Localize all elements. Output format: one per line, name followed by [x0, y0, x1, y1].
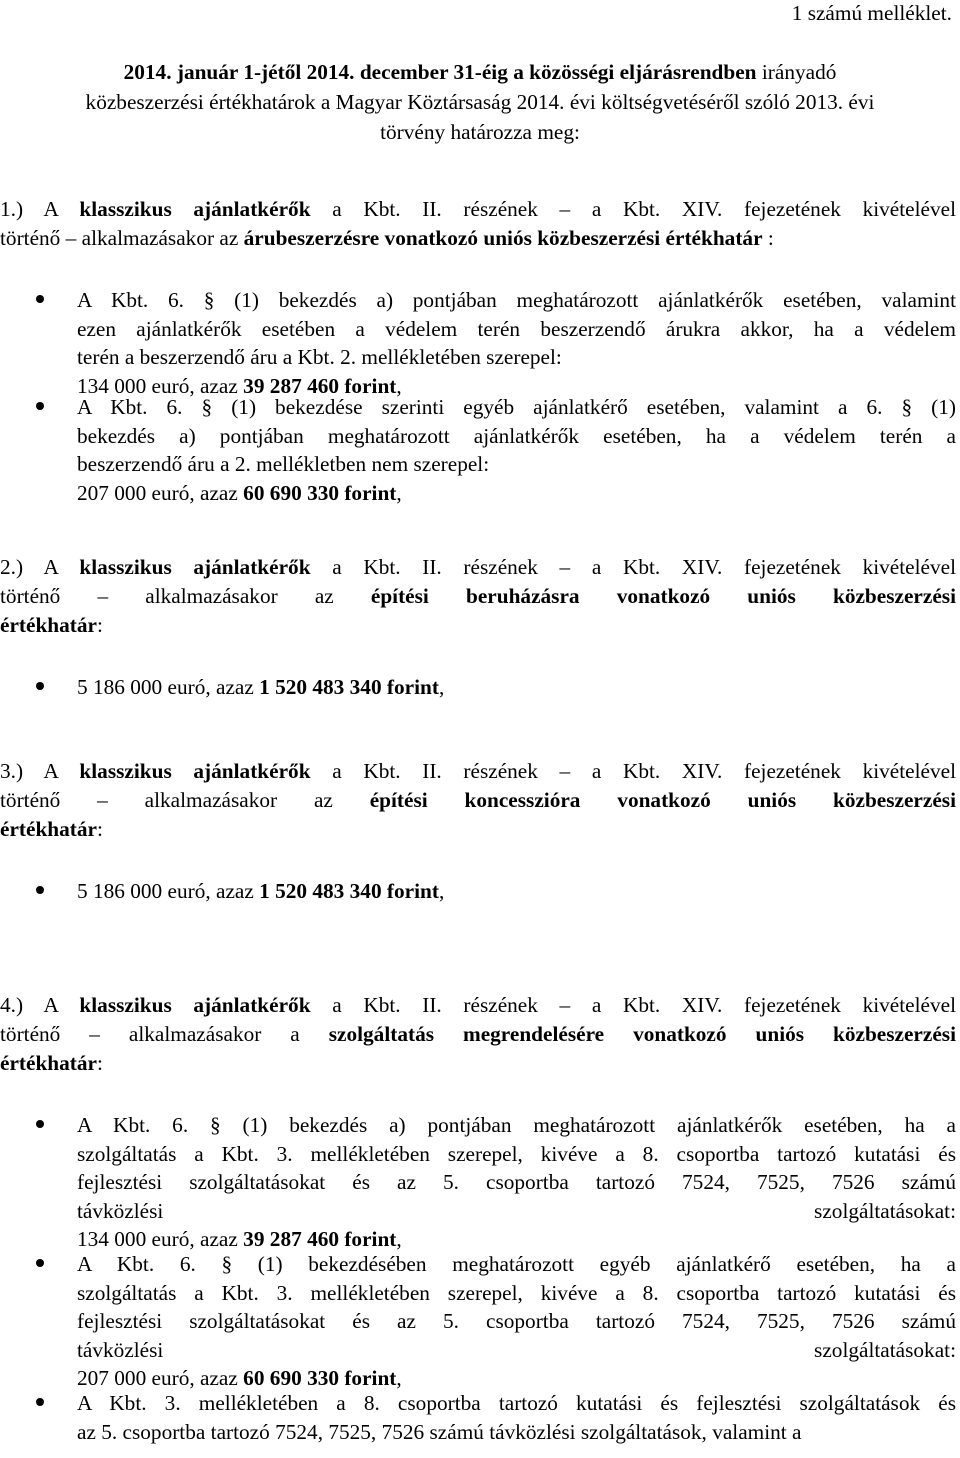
section-line: 1.) A klasszikus ajánlatkérők a Kbt. II. részének – a Kbt. XIV. fejezetének kivételével	[0, 197, 956, 221]
bold-text: 60 690 330 forint	[243, 480, 397, 505]
document-title	[0, 57, 960, 147]
bold-text: 60 690 330 forint	[243, 1366, 397, 1390]
bullet-line: 5 186 000 euró, azaz 1 520 483 340 forint,	[77, 675, 445, 699]
bold-text: klasszikus ajánlatkérők	[79, 555, 311, 579]
bullet-line: 207 000 euró, azaz 60 690 330 forint,	[77, 480, 402, 505]
bullet-line: A Kbt. 6. § (1) bekezdése szerinti egyéb ajánlatkérő esetében, valamint a 6. § (1)	[77, 395, 956, 419]
section-line: értékhatár:	[0, 817, 103, 841]
bullet-dot-icon	[36, 682, 44, 690]
bullet-line: 5 186 000 euró, azaz 1 520 483 340 forint,	[77, 879, 445, 903]
title-line-2: közbeszerzési értékhatárok a Magyar Köztársaság 2014. évi költségvetéséről szóló 2013. évi	[85, 90, 875, 114]
bold-text: klasszikus ajánlatkérők	[79, 993, 311, 1017]
section-line: 4.) A klasszikus ajánlatkérők a Kbt. II. részének – a Kbt. XIV. fejezetének kivételével	[0, 993, 956, 1017]
section-line: történő – alkalmazásakor az építési beruházásra vonatkozó uniós közbeszerzési	[0, 584, 956, 608]
bullet-line: terén a beszerzendő áru a Kbt. 2. mellékletében szerepel:	[77, 345, 562, 369]
section-line: értékhatár:	[0, 613, 103, 637]
bullet-dot-icon	[36, 1398, 44, 1406]
bullet-dot-icon	[36, 1120, 44, 1128]
bullet-line: fejlesztési szolgáltatásokat és az 5. csoportba tartozó 7524, 7525, 7526 számú	[77, 1309, 956, 1333]
bullet-line: ezen ajánlatkérők esetében a védelem terén beszerzendő árukra akkor, ha a védelem	[77, 316, 956, 341]
bold-text: klasszikus ajánlatkérők	[79, 759, 311, 783]
bullet-text	[77, 1111, 956, 1254]
bullet-line: az 5. csoportba tartozó 7524, 7525, 7526 számú távközlési szolgáltatások, valamint a	[77, 1419, 802, 1444]
bullet-dot-icon	[36, 295, 44, 303]
bold-text: klasszikus ajánlatkérők	[79, 197, 311, 221]
bullet-line: távközlési szolgáltatásokat:	[77, 1198, 956, 1223]
bullet-text	[77, 286, 956, 400]
bold-text: értékhatár	[0, 613, 97, 637]
section-heading-2	[0, 553, 956, 640]
bullet-line: A Kbt. 6. § (1) bekezdés a) pontjában meghatározott ajánlatkérők esetében, valamint	[77, 288, 956, 312]
section-line: történő – alkalmazásakor az árubeszerzésre vonatkozó uniós közbeszerzési értékhatár :	[0, 226, 774, 250]
bullet-line: fejlesztési szolgáltatásokat és az 5. csoportba tartozó 7524, 7525, 7526 számú	[77, 1170, 956, 1194]
bold-text: értékhatár	[0, 817, 97, 841]
bold-text: 1 520 483 340 forint	[259, 675, 439, 699]
bold-text: árubeszerzésre vonatkozó uniós közbeszerzési értékhatár	[243, 226, 763, 250]
bullet-text	[77, 877, 956, 906]
bold-text: 39 287 460 forint	[243, 1227, 397, 1251]
title-line-1: 2014. január 1-jétől 2014. december 31-éig a közösségi eljárásrendben irányadó	[123, 60, 837, 84]
bullet-dot-icon	[36, 886, 44, 894]
bullet-line: A Kbt. 6. § (1) bekezdésében meghatározott egyéb ajánlatkérő esetében, ha a	[77, 1252, 956, 1276]
bullet-dot-icon	[36, 402, 44, 410]
bold-text: építési beruházásra vonatkozó uniós közbeszerzési	[370, 584, 956, 608]
section-line: értékhatár:	[0, 1051, 103, 1075]
bold-text: 1 520 483 340 forint	[259, 879, 439, 903]
bold-text: építési koncesszióra vonatkozó uniós közbeszerzési	[369, 788, 956, 812]
section-line: 3.) A klasszikus ajánlatkérők a Kbt. II. részének – a Kbt. XIV. fejezetének kivételével	[0, 759, 956, 783]
section-heading-3	[0, 757, 956, 844]
section-line: történő – alkalmazásakor az építési koncesszióra vonatkozó uniós közbeszerzési	[0, 788, 956, 812]
bold-text: értékhatár	[0, 1051, 97, 1075]
bullet-line: A Kbt. 6. § (1) bekezdés a) pontjában meghatározott ajánlatkérők esetében, ha a	[77, 1113, 956, 1137]
bold-text: 39 287 460 forint	[243, 373, 397, 398]
title-line-3: törvény határozza meg:	[380, 120, 580, 144]
bullet-dot-icon	[36, 1259, 44, 1267]
bullet-line: 207 000 euró, azaz 60 690 330 forint,	[77, 1366, 402, 1390]
section-line: 2.) A klasszikus ajánlatkérők a Kbt. II. részének – a Kbt. XIV. fejezetének kivételével	[0, 555, 956, 579]
bullet-line: 134 000 euró, azaz 39 287 460 forint,	[77, 1227, 402, 1251]
bullet-line: 134 000 euró, azaz 39 287 460 forint,	[77, 373, 402, 398]
section-heading-4	[0, 991, 956, 1078]
bullet-line: beszerzendő áru a 2. mellékletben nem szerepel:	[77, 452, 490, 476]
section-heading-1	[0, 195, 956, 253]
bold-text: szolgáltatás megrendelésére vonatkozó uniós közbeszerzési	[328, 1022, 956, 1046]
bullet-text	[77, 1389, 956, 1446]
annex-label: 1 számú melléklet.	[791, 1, 952, 25]
bullet-line: bekezdés a) pontjában meghatározott ajánlatkérők esetében, ha a védelem terén a	[77, 423, 956, 448]
bullet-line: szolgáltatás a Kbt. 3. mellékletében szerepel, kivéve a 8. csoportba tartozó kutatási és	[77, 1141, 956, 1166]
bullet-text	[77, 673, 956, 702]
bullet-line: A Kbt. 3. mellékletében a 8. csoportba tartozó kutatási és fejlesztési szolgáltatások és	[77, 1391, 956, 1415]
bullet-line: távközlési szolgáltatásokat:	[77, 1337, 956, 1362]
section-line: történő – alkalmazásakor a szolgáltatás megrendelésére vonatkozó uniós közbeszerzési	[0, 1022, 956, 1046]
bullet-text	[77, 393, 956, 507]
bullet-text	[77, 1250, 956, 1393]
bullet-line: szolgáltatás a Kbt. 3. mellékletében szerepel, kivéve a 8. csoportba tartozó kutatási és	[77, 1280, 956, 1305]
